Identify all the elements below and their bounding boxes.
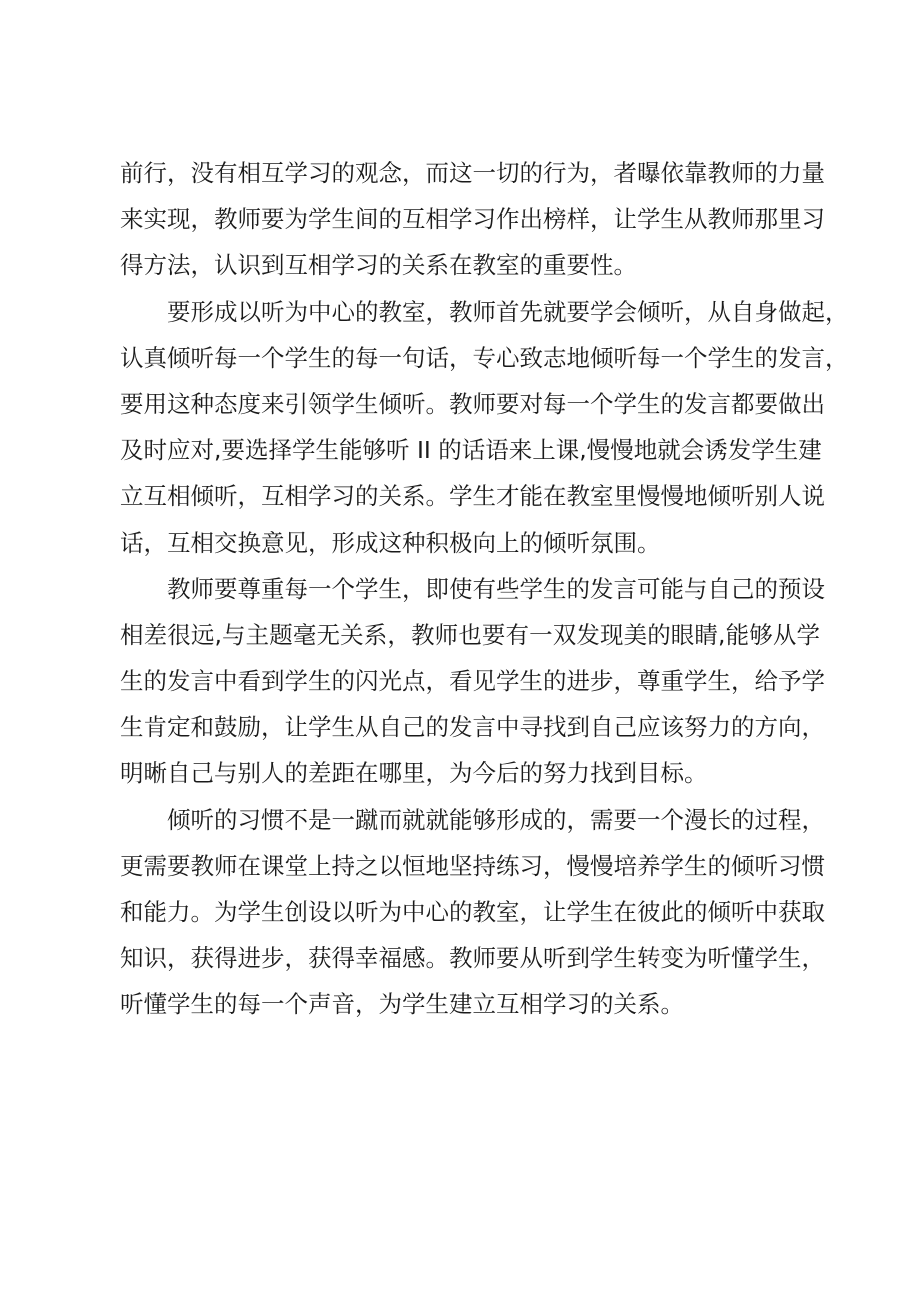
text-line: 相差很远,与主题毫无关系，教师也要有一双发现美的眼睛,能够从学 bbox=[120, 620, 820, 649]
text-line: 明晰自己与别人的差距在哪里，为今后的努力找到目标。 bbox=[120, 759, 708, 788]
text-line: 得方法，认识到互相学习的关系在教室的重要性。 bbox=[120, 251, 637, 280]
text-line: 及时应对,要选择学生能够听 II 的话语来上课,慢慢地就会诱发学生建 bbox=[120, 436, 822, 465]
text-line: 更需要教师在课堂上持之以恒地坚持练习，慢慢培养学生的倾听习惯 bbox=[120, 851, 825, 880]
text-line: 要形成以听为中心的教室，教师首先就要学会倾听，从自身做起， bbox=[167, 297, 849, 326]
text-line: 立互相倾听，互相学习的关系。学生才能在教室里慢慢地倾听别人说 bbox=[120, 482, 825, 511]
text-line: 教师要尊重每一个学生，即使有些学生的发言可能与自己的预设 bbox=[167, 574, 825, 603]
text-line: 认真倾听每一个学生的每一句话，专心致志地倾听每一个学生的发言， bbox=[120, 343, 849, 372]
text-line: 前行，没有相互学习的观念，而这一切的行为，者曝依靠教师的力量 bbox=[120, 159, 825, 187]
text-line: 生的发言中看到学生的闪光点，看见学生的进步，尊重学生，给予学 bbox=[120, 667, 825, 696]
text-line: 倾听的习惯不是一蹴而就就能够形成的，需要一个漫长的过程， bbox=[167, 805, 825, 834]
body-text bbox=[120, 150, 849, 1028]
text-line: 和能力。为学生创设以听为中心的教室，让学生在彼此的倾听中获取 bbox=[120, 898, 825, 926]
text-line: 要用这种态度来引领学生倾听。教师要对每一个学生的发言都要做出 bbox=[120, 389, 825, 418]
text-line: 话，互相交换意见，形成这种积极向上的倾听氛围。 bbox=[120, 528, 661, 557]
text-line: 听懂学生的每一个声音，为学生建立互相学习的关系。 bbox=[120, 990, 684, 1019]
text-line: 知识，获得进步，获得幸福感。教师要从听到学生转变为听懂学生， bbox=[120, 944, 825, 973]
text-line: 生肯定和鼓励，让学生从自己的发言中寻找到自己应该努力的方向， bbox=[120, 713, 825, 742]
text-line: 来实现，教师要为学生间的互相学习作出榜样，让学生从教师那里习 bbox=[120, 205, 825, 234]
